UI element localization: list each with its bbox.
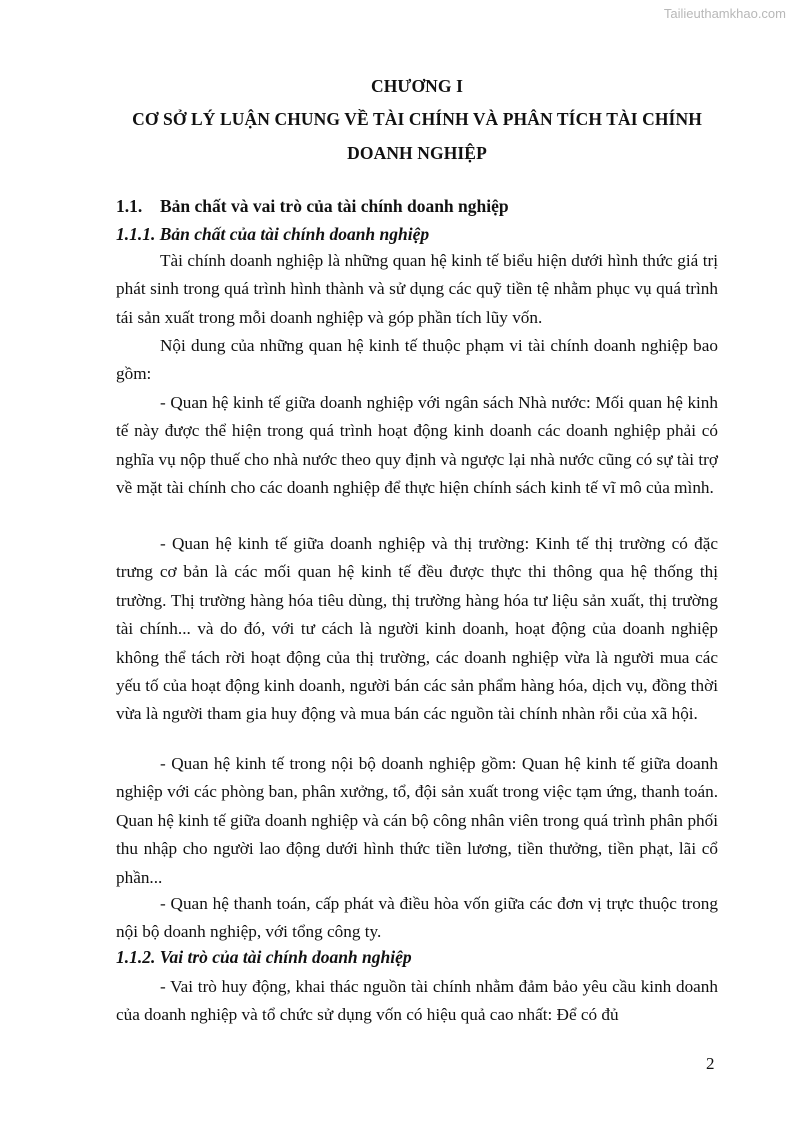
paragraph-market-relation: - Quan hệ kinh tế giữa doanh nghiệp và thị trường: Kinh tế thị trường có đặc trưng cơ bản là các mối quan hệ kinh tế đều được thực thi thông qua hệ thống thị trường. Thị trường hàng hóa tiêu dùng, thị trường hàng hóa tư liệu sản xuất, thị trường tài chính... và do đó, với tư cách là người kinh doanh, hoạt động của doanh nghiệp không thể tách rời hoạt động của thị trường, các doanh nghiệp vừa là người mua các yếu tố của hoạt động kinh doanh, người bán các sản phẩm hàng hóa, dịch vụ, đồng thời vừa là người tham gia huy động và mua bán các nguồn tài chính nhàn rỗi của xã hội.	[116, 534, 718, 724]
section-number: 1.1.	[116, 196, 143, 216]
subsection-heading-1-1-2: 1.1.2. Vai trò của tài chính doanh nghiệp	[116, 947, 412, 967]
chapter-title-line1: CƠ SỞ LÝ LUẬN CHUNG VỀ TÀI CHÍNH VÀ PHÂN TÍCH TÀI CHÍNH	[132, 109, 702, 129]
page-number: 2	[706, 1054, 715, 1073]
subsection-heading-1-1-1: 1.1.1. Bản chất của tài chính doanh nghiệp	[116, 224, 430, 244]
section-heading-1-1	[116, 196, 509, 217]
paragraph-definition: Tài chính doanh nghiệp là những quan hệ kinh tế biểu hiện dưới hình thức giá trị phát sinh trong quá trình hình thành và sử dụng các quỹ tiền tệ nhằm phục vụ quá trình tái sản xuất trong mỗi doanh nghiệp và góp phần tích lũy vốn.	[116, 251, 718, 327]
paragraph-internal-relation: - Quan hệ kinh tế trong nội bộ doanh nghiệp gồm: Quan hệ kinh tế giữa doanh nghiệp với các phòng ban, phân xưởng, tổ, đội sản xuất trong việc tạm ứng, thanh toán. Quan hệ kinh tế giữa doanh nghiệp và cán bộ công nhân viên trong quá trình phân phối thu nhập cho người lao động dưới hình thức tiền lương, tiền thưởng, tiền phạt, lãi cổ phần...	[116, 754, 718, 887]
paragraph-content-intro: Nội dung của những quan hệ kinh tế thuộc phạm vi tài chính doanh nghiệp bao gồm:	[116, 336, 718, 384]
chapter-title-line2: DOANH NGHIỆP	[347, 143, 487, 163]
paragraph-payment-relation: - Quan hệ thanh toán, cấp phát và điều hòa vốn giữa các đơn vị trực thuộc trong nội bộ doanh nghiệp, với tổng công ty.	[116, 894, 718, 942]
paragraph-budget-relation: - Quan hệ kinh tế giữa doanh nghiệp với ngân sách Nhà nước: Mối quan hệ kinh tế này được thể hiện trong quá trình hoạt động kinh doanh các doanh nghiệp phải có nghĩa vụ nộp thuế cho nhà nước theo quy định và ngược lại nhà nước cũng có sự tài trợ về mặt tài chính cho các doanh nghiệp để thực hiện chính sách kinh tế vĩ mô của mình.	[116, 393, 718, 498]
watermark-text: Tailieuthamkhao.com	[663, 6, 786, 21]
paragraph-role-mobilization: - Vai trò huy động, khai thác nguồn tài chính nhằm đảm bảo yêu cầu kinh doanh của doanh nghiệp và tổ chức sử dụng vốn có hiệu quả cao nhất: Để có đủ	[116, 977, 718, 1025]
section-title: Bản chất và vai trò của tài chính doanh nghiệp	[160, 196, 509, 216]
chapter-label: CHƯƠNG I	[370, 76, 464, 96]
